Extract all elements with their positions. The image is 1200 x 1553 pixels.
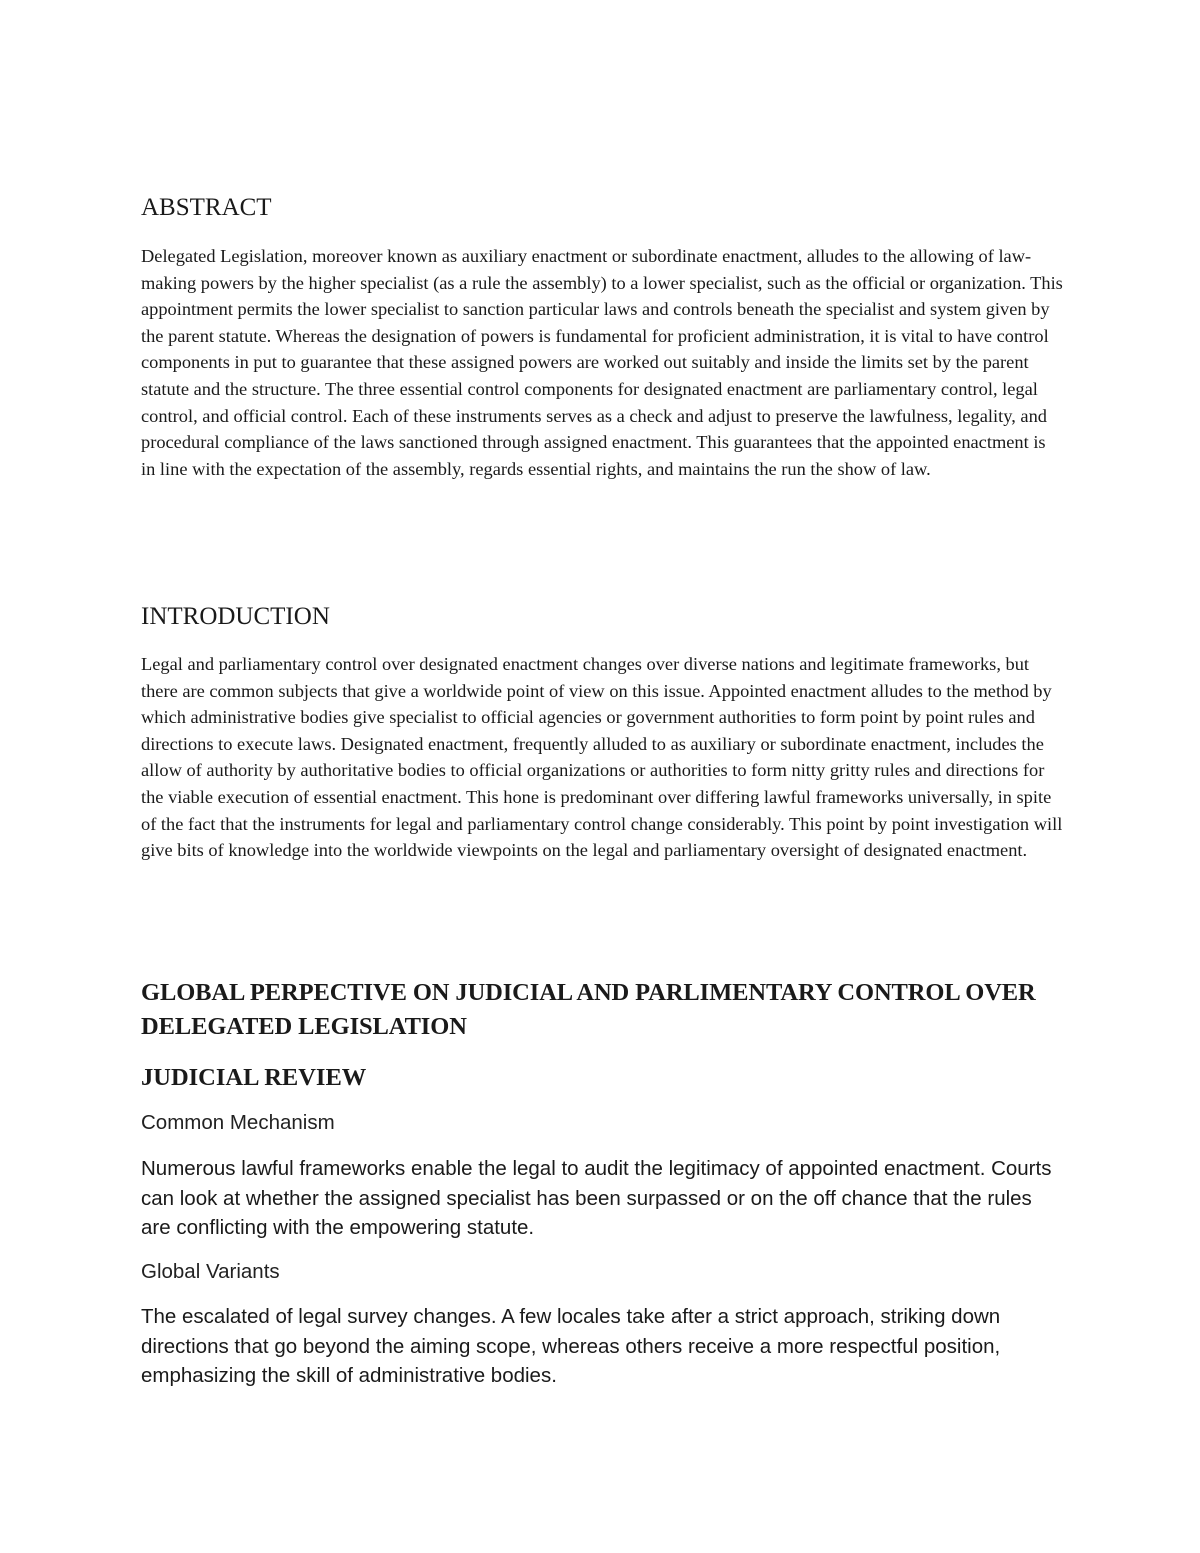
common-mechanism-label: Common Mechanism (141, 1111, 335, 1134)
global-variants-label: Global Variants (141, 1260, 280, 1283)
abstract-heading: ABSTRACT (141, 194, 272, 221)
judicial-review-heading: JUDICIAL REVIEW (141, 1064, 367, 1091)
global-variants-paragraph: The escalated of legal survey changes. A few locales take after a strict approach, striking down directions that go beyond the aiming scope, whereas others receive a more respectful position, emphasizing the skill of administrative bodies. (141, 1305, 1001, 1387)
introduction-heading: INTRODUCTION (141, 603, 330, 630)
global-perspective-heading: GLOBAL PERPECTIVE ON JUDICIAL AND PARLIMENTARY CONTROL OVER DELEGATED LEGISLATION (141, 979, 1036, 1040)
common-mechanism-paragraph: Numerous lawful frameworks enable the legal to audit the legitimacy of appointed enactment. Courts can look at whether the assigned specialist has been surpassed or on the off chance that the rules are conflicting with the empowering statute. (141, 1157, 1052, 1239)
abstract-paragraph: Delegated Legislation, moreover known as auxiliary enactment or subordinate enactment, alludes to the allowing of law-making powers by the higher specialist (as a rule the assembly) to a lower specialist, such as the official or organization. This appointment permits the lower specialist to sanction particular laws and controls beneath the specialist and system given by the parent statute. Whereas the designation of powers is fundamental for proficient administration, it is vital to have control components in put to guarantee that these assigned powers are worked out suitably and inside the limits set by the parent statute and the structure. The three essential control components for designated enactment are parliamentary control, legal control, and official control. Each of these instruments serves as a check and adjust to preserve the lawfulness, legality, and procedural compliance of the laws sanctioned through assigned enactment. This guarantees that the appointed enactment is in line with the expectation of the assembly, regards essential rights, and maintains the run the show of law. (141, 246, 1063, 479)
introduction-paragraph: Legal and parliamentary control over designated enactment changes over diverse nations and legitimate frameworks, but there are common subjects that give a worldwide point of view on this issue. Appointed enactment alludes to the method by which administrative bodies give specialist to official agencies or government authorities to form point by point rules and directions to execute laws. Designated enactment, frequently alluded to as auxiliary or subordinate enactment, includes the allow of authority by authoritative bodies to official organizations or authorities to form nitty gritty rules and directions for the viable execution of essential enactment. This hone is predominant over differing lawful frameworks universally, in spite of the fact that the instruments for legal and parliamentary control change considerably. This point by point investigation will give bits of knowledge into the worldwide viewpoints on the legal and parliamentary oversight of designated enactment. (141, 654, 1063, 861)
